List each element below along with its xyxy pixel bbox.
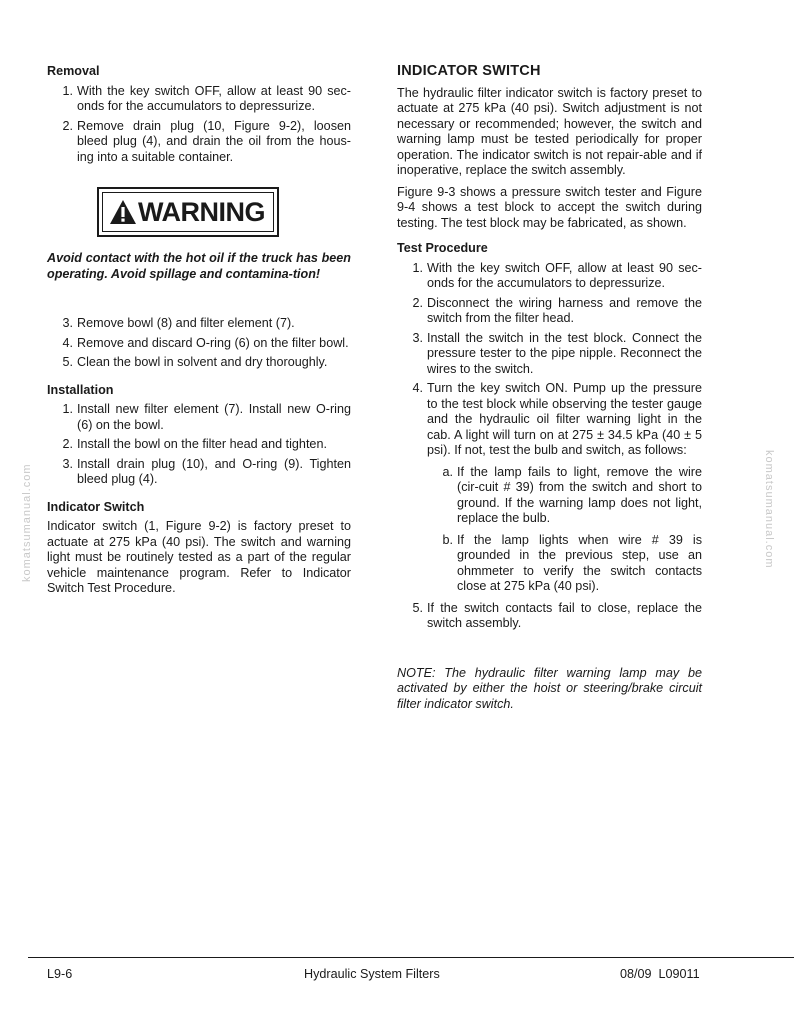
watermark-right: komatsumanual.com [763,450,775,569]
footer-doc-code: 08/09 L09011 [620,967,700,981]
installation-heading: Installation [47,382,114,397]
watermark-left: komatsumanual.com [21,463,33,582]
test-steps [397,261,702,459]
installation-steps [47,402,351,488]
indicator-switch-text: Indicator switch (1, Figure 9-2) is factory preset to actuate at 275 kPa (40 psi). The switch and warning light must be routinely tested as a part of the regular vehicle maintenance program. Refer to Indicator Switch Test Procedure. [47,519,351,595]
paragraph-figures: Figure 9-3 shows a pressure switch tester and Figure 9-4 shows a test block to accept the switch during testing. The test block may be fabricated, as shown. [397,184,702,230]
note-text: NOTE: The hydraulic filter warning lamp may be activated by either the hoist or steering/brake circuit filter indicator switch. [397,665,702,711]
indicator-switch-heading: Indicator Switch [47,499,145,514]
footer-divider [28,957,794,958]
caution-text: Avoid contact with the hot oil if the truck has been operating. Avoid spillage and contamina-tion! [47,251,351,281]
test-sub-steps [427,465,702,595]
footer-page-number: L9-6 [47,967,73,981]
warning-label: WARNING [138,197,265,227]
list-item: 1. Install new filter element (7). Install new O-ring (6) on the bowl. [62,402,351,432]
test-steps-final [397,601,702,632]
list-item: 2. Remove drain plug (10, Figure 9-2), loosen bleed plug (4), and drain the oil from the hous-ing into a suitable container. [62,118,351,164]
list-item: 3. Install the switch in the test block. Connect the pressure tester to the pipe nipple. Reconnect the wires to the switch. [412,330,702,376]
list-item: 3. Install drain plug (10), and O-ring (9). Tighten bleed plug (4). [62,456,351,486]
list-item: b. If the lamp lights when wire # 39 is grounded in the previous step, use an ohmmeter to verify the switch contacts close at 275 kPa (40 psi). [442,532,702,593]
section-title: INDICATOR SWITCH [397,63,541,79]
warning-triangle-icon [109,199,137,225]
removal-steps-continued [47,316,351,371]
right-column [397,64,702,712]
paragraph-intro: The hydraulic filter indicator switch is factory preset to actuate at 275 kPa (40 psi). Switch adjustment is not necessary or recommended; however, the switch and warning lamp must be tested periodically for proper operation. The indicator switch is not repair-able and if inoperative, replace the switch assembly. [397,85,702,177]
list-item: 5. If the switch contacts fail to close, replace the switch assembly. [412,600,702,630]
warning-sign [97,187,351,237]
list-item: a. If the lamp fails to light, remove the wire (cir-cuit # 39) from the switch and short to ground. If the warning lamp does not light, replace the bulb. [442,464,702,525]
list-item: 3. Remove bowl (8) and filter element (7). [62,316,295,330]
list-item: 5. Clean the bowl in solvent and dry thoroughly. [62,355,328,369]
removal-heading: Removal [47,64,100,78]
list-item: 4. Remove and discard O-ring (6) on the filter bowl. [62,335,349,350]
left-column [47,64,351,603]
list-item: 2. Install the bowl on the filter head and tighten. [62,437,327,451]
list-item: 4. Turn the key switch ON. Pump up the pressure to the test block while observing the tester gauge and the hydraulic oil filter warning light in the cab. A light will turn on at 275 ± 34.5 kPa (40 ± 5 psi). If not, test the bulb and switch, as follows: [412,381,702,457]
test-procedure-heading: Test Procedure [397,241,488,255]
footer-section-title: Hydraulic System Filters [304,967,440,981]
removal-steps [47,84,351,166]
list-item: 1. With the key switch OFF, allow at least 90 sec-onds for the accumulators to depressurize. [62,83,351,113]
list-item: 2. Disconnect the wiring harness and remove the switch from the filter head. [412,295,702,325]
list-item: 1. With the key switch OFF, allow at least 90 sec-onds for the accumulators to depressurize. [412,260,702,290]
